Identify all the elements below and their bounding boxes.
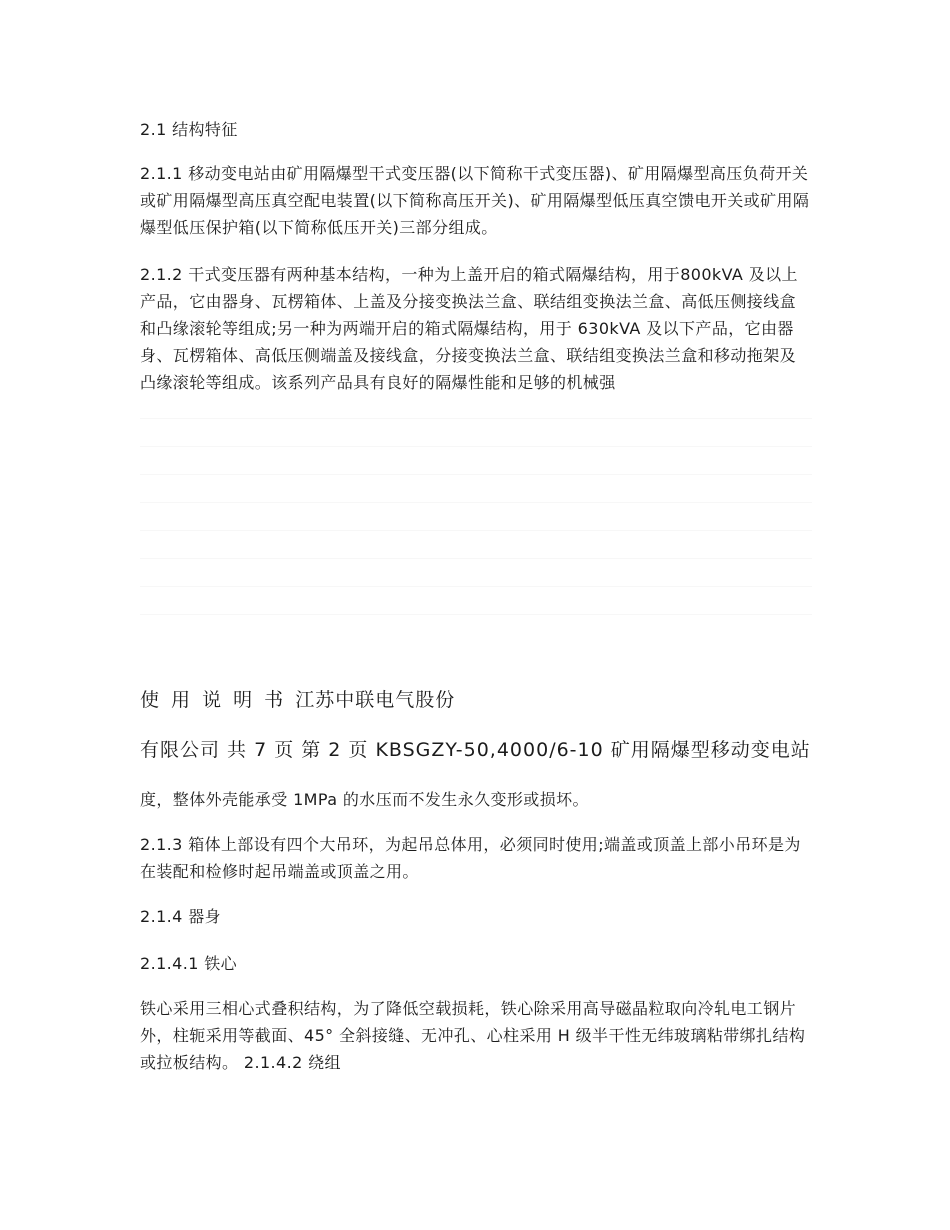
section-heading-2-1: 2.1 结构特征: [140, 120, 238, 139]
paragraph-2-1-3: 2.1.3 箱体上部设有四个大吊环，为起吊总体用，必须同时使用;端盖或顶盖上部小吊环是为在装配和检修时起吊端盖或顶盖之用。: [140, 835, 801, 881]
faded-line: [140, 474, 812, 475]
manual-title: 使 用 说 明 书 江苏中联电气股份: [140, 689, 456, 711]
faded-line: [140, 614, 812, 615]
faded-line: [140, 502, 812, 503]
heading-2-1-4: 2.1.4 器身: [140, 907, 221, 926]
faded-line: [140, 558, 812, 559]
heading-2-1-4-1: 2.1.4.1 铁心: [140, 954, 238, 973]
paragraph-2-1-2: 2.1.2 干式变压器有两种基本结构，一种为上盖开启的箱式隔爆结构，用于800kVA 及以上产品，它由器身、瓦楞箱体、上盖及分接变换法兰盒、联结组变换法兰盒、高低压侧接线盒和凸缘滚轮等组成;另一种为两端开启的箱式隔爆结构，用于 630kVA 及以下产品，它由器身、瓦楞箱体、高低压侧端盖及接线盒，分接变换法兰盒、联结组变换法兰盒和移动拖架及凸缘滚轮等组成。该系列产品具有良好的隔爆性能和足够的机械强: [140, 265, 798, 392]
faded-text-area: [140, 418, 812, 648]
faded-line: [140, 446, 812, 447]
paragraph-iron-core: 铁心采用三相心式叠积结构，为了降低空载损耗，铁心除采用高导磁晶粒取向冷轧电工钢片外，柱轭采用等截面、45° 全斜接缝、无冲孔、心柱采用 H 级半干性无纬玻璃粘带绑扎结构或拉板结构。 2.1.4.2 绕组: [140, 999, 806, 1072]
paragraph-continuation: 度，整体外壳能承受 1MPa 的水压而不发生永久变形或损坏。: [140, 790, 589, 809]
paragraph-2-1-1: 2.1.1 移动变电站由矿用隔爆型干式变压器(以下简称干式变压器)、矿用隔爆型高压负荷开关或矿用隔爆型高压真空配电装置(以下简称高压开关)、矿用隔爆型低压真空馈电开关或矿用隔爆型低压保护箱(以下简称低压开关)三部分组成。: [140, 164, 810, 237]
faded-line: [140, 586, 812, 587]
faded-line: [140, 530, 812, 531]
faded-line: [140, 418, 812, 419]
company-page-line: 有限公司 共 7 页 第 2 页 KBSGZY-50,4000/6-10 矿用隔爆型移动变电站: [140, 739, 811, 761]
